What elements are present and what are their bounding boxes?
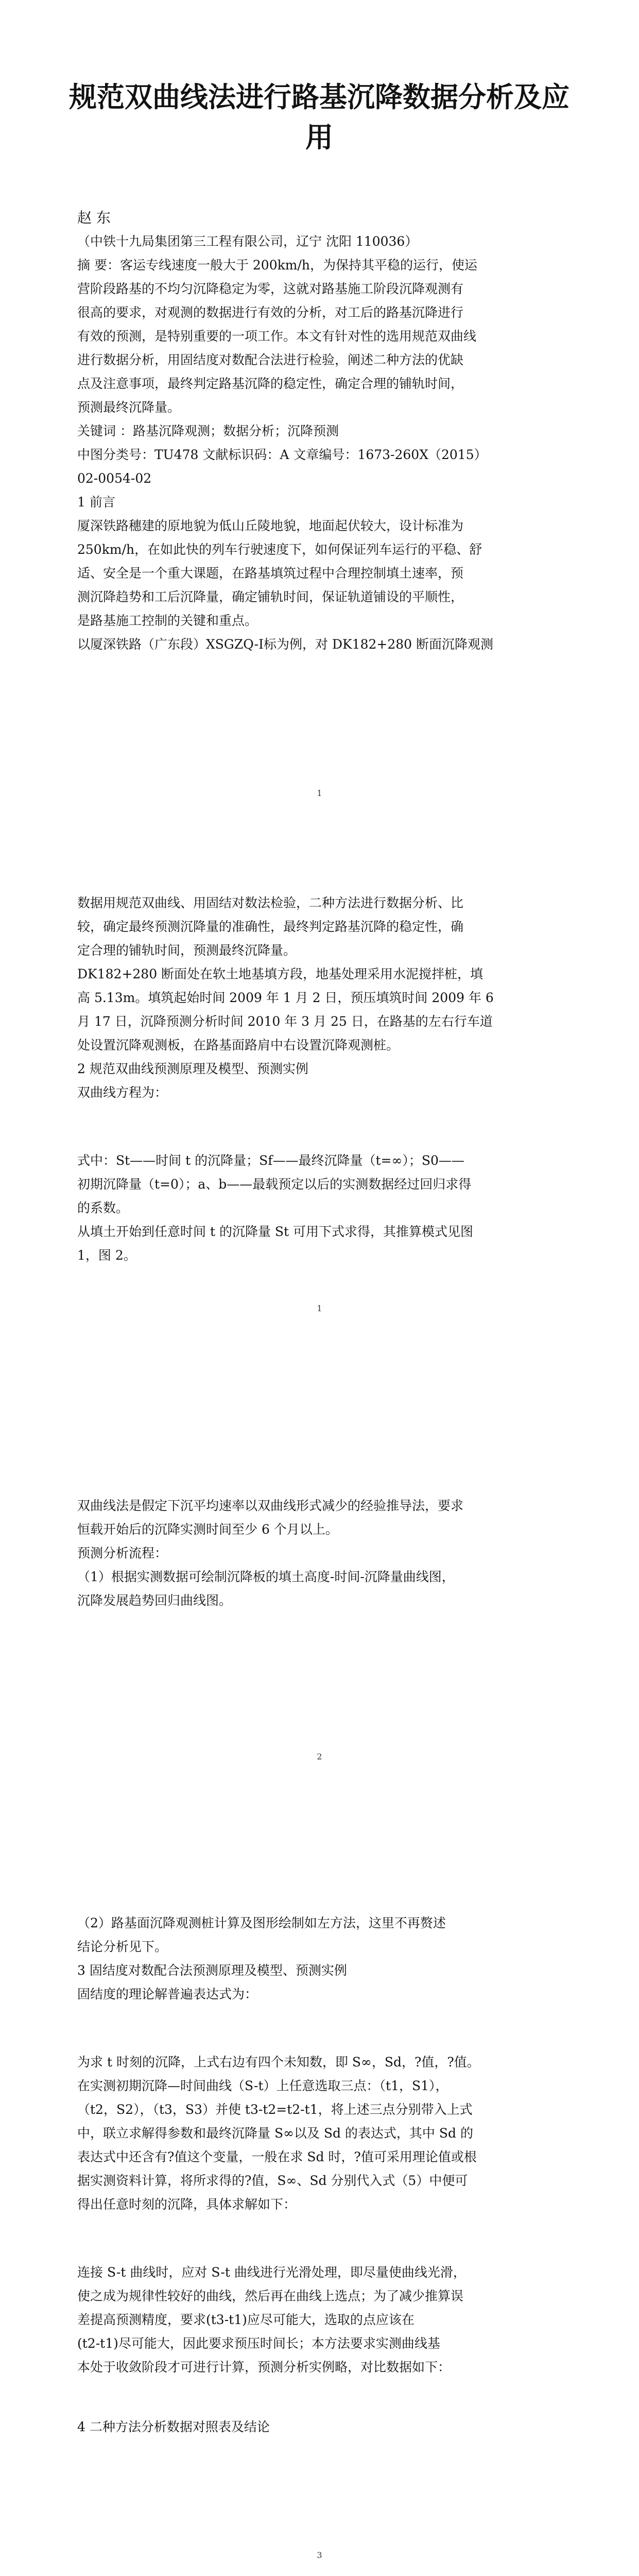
text-line: 本处于收敛阶段才可进行计算，预测分析实例略，对比数据如下： (77, 2360, 451, 2375)
text-line: 中，联立求解得参数和最终沉降量 S∞以及 Sd 的表达式，其中 Sd 的 (77, 2126, 473, 2141)
text-line: 的系数。 (77, 1200, 129, 1215)
text-line: 结论分析见下。 (77, 1939, 168, 1954)
text-line: 1 前言 (77, 495, 115, 510)
text-line: （2）路基面沉降观测桩计算及图形绘制如左方法，这里不再赘述 (77, 1916, 446, 1930)
page-4-body (77, 1911, 564, 2439)
text-line: 在实测初期沉降—时间曲线（S-t）上任意选取三点：（t1，S1）， (77, 2078, 448, 2093)
page-number: 3 (317, 2550, 322, 2560)
page-1-text (77, 253, 564, 656)
text-line: 测沉降趋势和工后沉降量，确定铺轨时间，保证轨道铺设的平顺性， (77, 589, 464, 604)
page-3 (0, 1479, 639, 1839)
title-line-2: 用 (305, 121, 333, 154)
text-line: 得出任意时刻的沉降，具体求解如下： (77, 2197, 297, 2212)
text-line: 沉降发展趋势回归曲线图。 (77, 1593, 232, 1608)
page-3-body (77, 1494, 564, 1613)
text-line: 较，确定最终预测沉降量的准确性，最终判定路基沉降的稳定性，确 (77, 919, 464, 934)
text-line: 使之成为规律性较好的曲线，然后再在曲线上选点；为了减少推算误 (77, 2289, 464, 2303)
page-2 (0, 876, 639, 1391)
text-line: 双曲线法是假定下沉平均速率以双曲线形式减少的经验推导法，要求 (77, 1498, 464, 1513)
text-line: 预测分析流程： (77, 1546, 168, 1561)
text-line: 02-0054-02 (77, 471, 152, 486)
text-line: 月 17 日，沉降预测分析时间 2010 年 3 月 25 日，在路基的左右行车道 (77, 1014, 493, 1029)
formula-gap (77, 1105, 564, 1149)
page-1-body (77, 206, 564, 656)
text-line: 恒载开始后的沉降实测时间至少 6 个月以上。 (77, 1522, 338, 1537)
text-line: 关键词 ：路基沉降观测；数据分析；沉降预测 (77, 423, 339, 438)
text-line: 2 规范双曲线预测原理及模型、预测实例 (77, 1061, 308, 1076)
page-2-body (77, 891, 564, 1267)
title-line-1: 规范双曲线法进行路基沉降数据分析及应 (69, 81, 569, 113)
text-line: 摘 要：客运专线速度一般大于 200km/h，为保持其平稳的运行，使运 (77, 258, 477, 273)
text-line: 3 固结度对数配合法预测原理及模型、预测实例 (77, 1963, 347, 1978)
text-line: 很高的要求，对观测的数据进行有效的分析，对工后的路基沉降进行 (77, 305, 464, 320)
page-1 (0, 0, 639, 804)
text-line: 厦深铁路穗建的原地貌为低山丘陵地貌，地面起伏较大，设计标准为 (77, 518, 464, 533)
page-4-text (77, 1911, 564, 2379)
text-line: 适、安全是一个重大课题，在路基填筑过程中合理控制填土速率，预 (77, 566, 464, 581)
text-line: （1）根据实测数据可绘制沉降板的填土高度-时间-沉降量曲线图， (77, 1569, 455, 1584)
text-line: 250km/h，在如此快的列车行驶速度下，如何保证列车运行的平稳、舒 (77, 542, 482, 557)
section-4-heading: 4 二种方法分析数据对照表及结论 (77, 2419, 270, 2434)
text-line: 定合理的铺轨时间，预测最终沉降量。 (77, 943, 297, 958)
text-line: 营阶段路基的不均匀沉降稳定为零，这就对路基施工阶段沉降观测有 (77, 281, 464, 296)
text-line: 表达式中还含有?值这个变量，一般在求 Sd 时，?值可采用理论值或根 (77, 2149, 477, 2164)
text-line: (t2-t1)尽可能大，因此要求预压时间长；本方法要求实测曲线基 (77, 2336, 440, 2351)
text-line: 连接 S-t 曲线时，应对 S-t 曲线进行光滑处理，即尽量使曲线光滑， (77, 2265, 466, 2280)
page-number: 1 (317, 788, 322, 798)
text-line: 据实测资料计算，将所求得的?值，S∞、Sd 分别代入式（5）中便可 (77, 2173, 468, 2188)
text-line: 从填土开始到任意时间 t 的沉降量 St 可用下式求得，其推算模式见图 (77, 1224, 474, 1239)
text-line: 点及注意事项，最终判定路基沉降的稳定性，确定合理的铺轨时间， (77, 376, 464, 391)
text-line: 数据用规范双曲线、用固结对数法检验，二种方法进行数据分析、比 (77, 895, 464, 910)
text-line: 双曲线方程为： (77, 1085, 168, 1100)
formula-gap (77, 2006, 564, 2050)
text-line: 1，图 2。 (77, 1248, 136, 1263)
paper-title (67, 77, 572, 158)
text-line: 有效的预测，是特别重要的一项工作。本文有针对性的选用规范双曲线 (77, 329, 477, 344)
text-line: 中图分类号：TU478 文献标识码：A 文章编号：1673-260X（2015） (77, 447, 487, 462)
text-line: 以厦深铁路（广东段）XSGZQ-Ⅰ标为例，对 DK182+280 断面沉降观测 (77, 637, 493, 652)
text-line: 初期沉降量（t=0）；a、b——最载预定以后的实测数据经过回归求得 (77, 1177, 472, 1192)
page-number: 1 (317, 1303, 322, 1313)
text-line: DK182+280 断面处在软土地基填方段，地基处理采用水泥搅拌桩，填 (77, 967, 483, 981)
page-4 (0, 1896, 639, 2576)
text-line: 高 5.13m。填筑起始时间 2009 年 1 月 2 日，预压填筑时间 2009 年 6 (77, 990, 494, 1005)
page-number: 2 (317, 1752, 322, 1761)
text-line: 为求 t 时刻的沉降，上式右边有四个未知数，即 S∞，Sd，?值，?值。 (77, 2055, 480, 2070)
text-line: 进行数据分析，用固结度对数配合法进行检验，阐述二种方法的优缺 (77, 352, 464, 367)
text-line: （t2，S2），（t3，S3）并使 t3-t2=t2-t1，将上述三点分别带入上式 (77, 2102, 473, 2117)
text-line: 固结度的理论解普遍表达式为： (77, 1987, 258, 2002)
affiliation: （中铁十九局集团第三工程有限公司，辽宁 沈阳 110036） (77, 234, 418, 249)
text-line: 处设置沉降观测板，在路基面路肩中右设置沉降观测桩。 (77, 1038, 400, 1053)
page-2-text (77, 891, 564, 1267)
author: 赵 东 (77, 209, 111, 226)
text-line: 是路基施工控制的关键和重点。 (77, 613, 258, 628)
text-line: 差提高预测精度，要求(t3-t1)应尽可能大，选取的点应该在 (77, 2312, 415, 2327)
page-3-text (77, 1494, 564, 1613)
text-line: 预测最终沉降量。 (77, 400, 181, 415)
text-line: 式中：St——时间 t 的沉降量；Sf——最终沉降量（t=∞）；S0—— (77, 1153, 464, 1168)
formula-gap (77, 2216, 564, 2261)
